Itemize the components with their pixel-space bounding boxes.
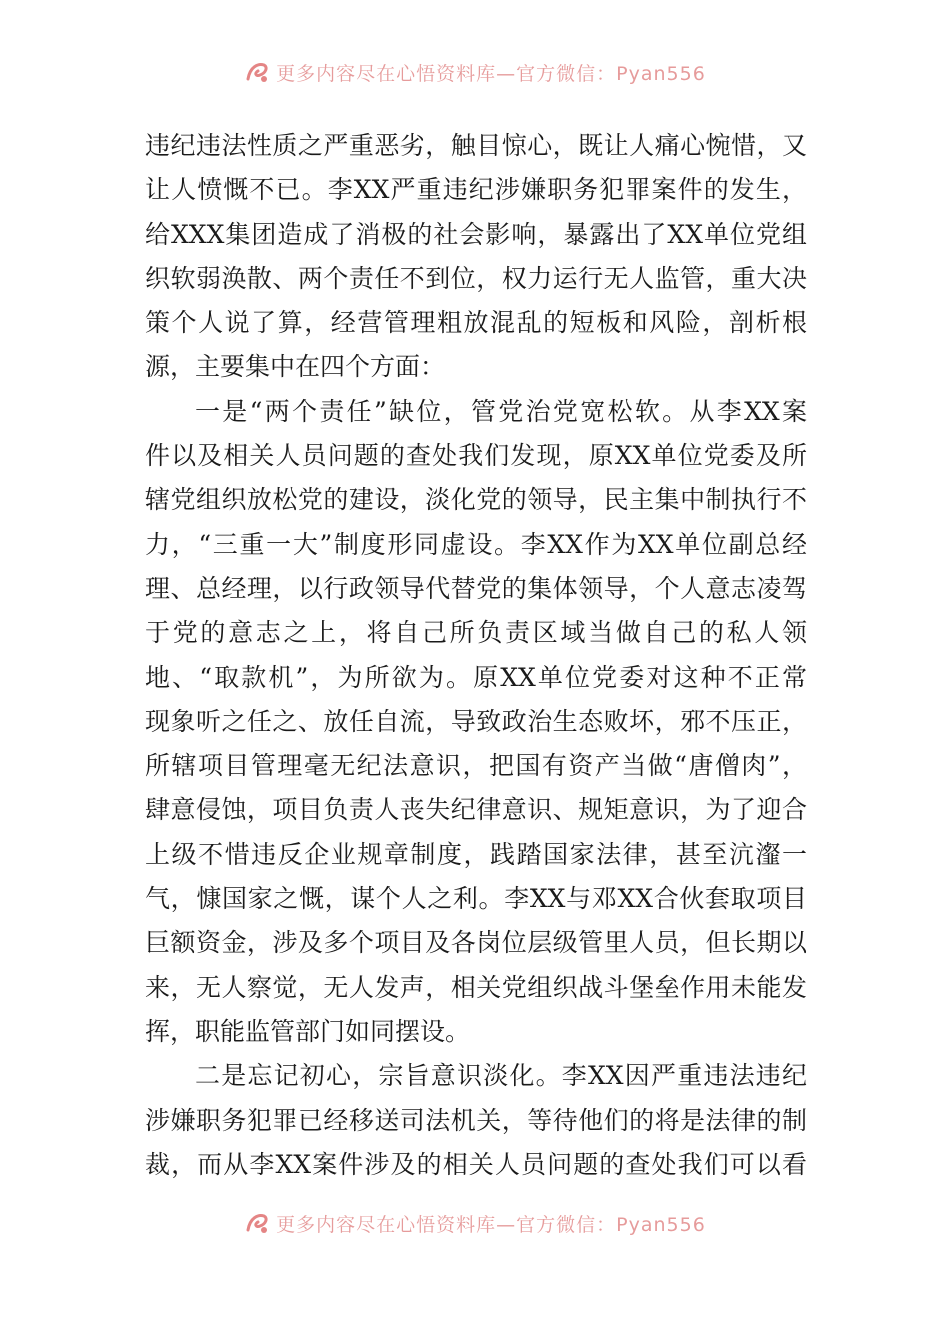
brand-logo-icon	[244, 59, 270, 85]
brand-logo-icon	[244, 1210, 270, 1236]
text-line: 给XXX集团造成了消极的社会影响，暴露出了XX单位党组	[145, 219, 807, 249]
text-line: 二是忘记初心，宗旨意识淡化。李XX因严重违法违纪	[195, 1061, 807, 1091]
text-line: 让人愤慨不已。李XX严重违纪涉嫌职务犯罪案件的发生，	[145, 175, 807, 205]
text-line: 裁，而从李XX案件涉及的相关人员问题的查处我们可以看	[145, 1149, 807, 1179]
text-line: 上级不惜违反企业规章制度，践踏国家法律，甚至沆瀣一	[145, 839, 807, 869]
paragraph	[145, 1054, 807, 1187]
text-line: 力，“三重一大”制度形同虚设。李XX作为XX单位副总经	[145, 529, 807, 559]
paragraph	[145, 390, 807, 1054]
watermark-banner-bottom	[0, 1203, 950, 1243]
text-line: 策个人说了算，经营管理粗放混乱的短板和风险，剖析根	[145, 308, 807, 338]
text-line: 所辖项目管理毫无纪法意识，把国有资产当做“唐僧肉”，	[145, 751, 807, 781]
text-line: 地、“取款机”，为所欲为。原XX单位党委对这种不正常	[145, 662, 807, 692]
watermark-banner-top	[0, 52, 950, 92]
text-line: 违纪违法性质之严重恶劣，触目惊心，既让人痛心惋惜，又	[145, 131, 807, 160]
text-line: 理、总经理，以行政领导代替党的集体领导，个人意志凌驾	[145, 573, 807, 603]
text-line: 件以及相关人员问题的查处我们发现，原XX单位党委及所	[145, 441, 807, 471]
text-line: 挥，职能监管部门如同摆设。	[145, 1016, 471, 1046]
paragraph	[145, 124, 807, 390]
text-line: 源，主要集中在四个方面：	[145, 352, 446, 382]
text-line: 气，慷国家之慨，谋个人之利。李XX与邓XX合伙套取项目	[145, 884, 807, 914]
text-line: 涉嫌职务犯罪已经移送司法机关，等待他们的将是法律的制	[145, 1105, 807, 1135]
document-body	[145, 124, 807, 1187]
watermark-text: 更多内容尽在心悟资料库—官方微信：Pyan556	[276, 62, 706, 85]
text-line: 辖党组织放松党的建设，淡化党的领导，民主集中制执行不	[145, 485, 807, 515]
text-line: 来，无人察觉，无人发声，相关党组织战斗堡垒作用未能发	[145, 972, 807, 1002]
text-line: 织软弱涣散、两个责任不到位，权力运行无人监管，重大决	[145, 263, 807, 293]
text-line: 现象听之任之、放任自流，导致政治生态败坏，邪不压正，	[145, 706, 807, 736]
text-line: 一是“两个责任”缺位，管党治党宽松软。从李XX案	[195, 396, 807, 426]
text-line: 巨额资金，涉及多个项目及各岗位层级管里人员，但长期以	[145, 928, 807, 958]
text-line: 肆意侵蚀，项目负责人丧失纪律意识、规矩意识，为了迎合	[145, 795, 807, 825]
watermark-text: 更多内容尽在心悟资料库—官方微信：Pyan556	[276, 1213, 706, 1236]
text-line: 于党的意志之上，将自己所负责区域当做自己的私人领	[145, 618, 807, 648]
